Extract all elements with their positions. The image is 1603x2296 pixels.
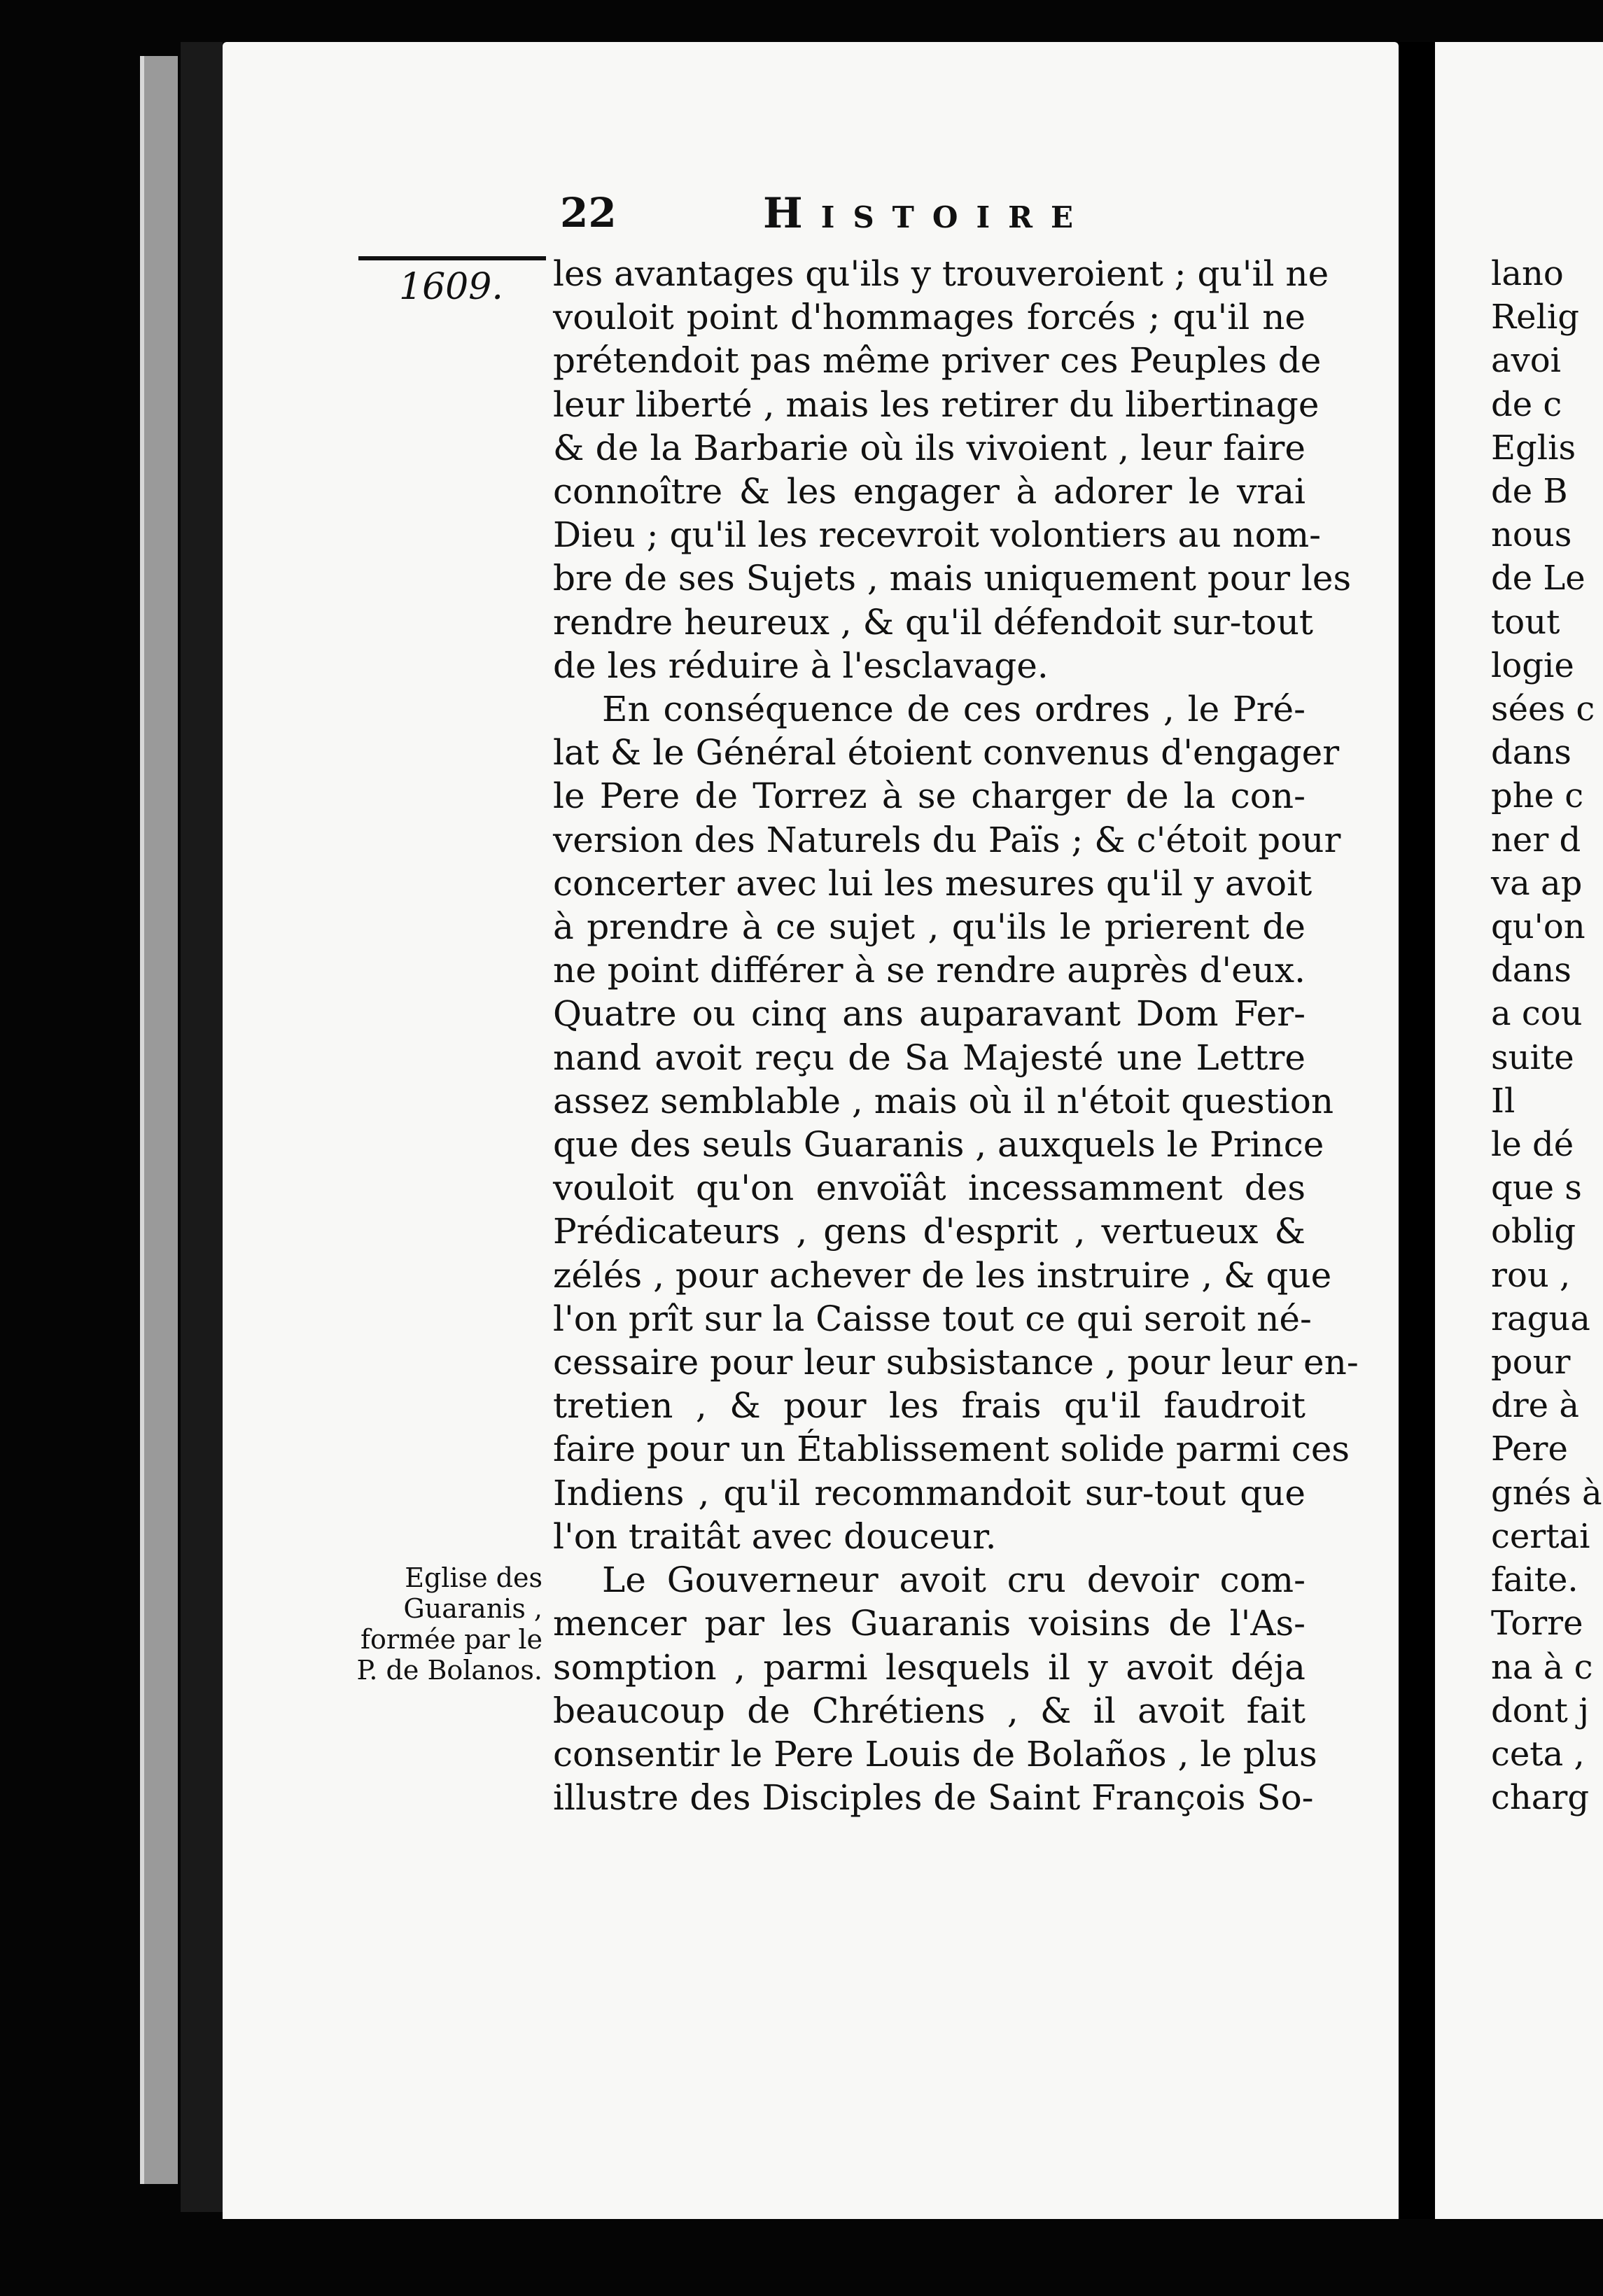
body-line: zélés , pour achever de les instruire , & que [553, 1254, 1332, 1296]
right-page-line: va ap [1491, 863, 1583, 903]
right-page-line: dont j [1491, 1690, 1589, 1730]
running-title: Histoire [763, 189, 1092, 238]
body-line: En conséquence de ces ordres , le Pré- [602, 689, 1306, 730]
right-page-line: faite. [1491, 1560, 1578, 1600]
marginal-note [343, 1562, 542, 1686]
right-page-line: suite [1491, 1037, 1574, 1077]
body-line: bre de ses Sujets , mais uniquement pour les [553, 558, 1352, 599]
right-page-line: tout [1491, 602, 1560, 642]
right-page-line: Pere [1491, 1429, 1568, 1469]
marginal-note-line: Eglise des [405, 1562, 542, 1593]
right-page-line: charg [1491, 1778, 1590, 1818]
right-page-line: phe c [1491, 776, 1584, 816]
right-page-line: ner d [1491, 820, 1581, 860]
book-gutter [1399, 42, 1435, 2219]
right-page-line: le dé [1491, 1125, 1574, 1165]
right-page-line: pour [1491, 1343, 1571, 1382]
body-line: cessaire pour leur subsistance , pour leur en- [553, 1342, 1359, 1383]
right-page-line: nous [1491, 515, 1572, 555]
body-line: les avantages qu'ils y trouveroient ; qu'il ne [553, 253, 1329, 294]
right-page-line: de B [1491, 472, 1568, 512]
right-page-line: dre à [1491, 1386, 1579, 1426]
body-line: illustre des Disciples de Saint François So- [553, 1777, 1314, 1819]
body-line: assez semblable , mais où il n'étoit question [553, 1080, 1334, 1121]
right-page-line: ragua [1491, 1298, 1590, 1338]
body-line: le Pere de Torrez à se charger de la con- [553, 776, 1306, 817]
body-line: mencer par les Guaranis voisins de l'As- [553, 1603, 1306, 1644]
right-page-line: de Le [1491, 559, 1586, 598]
right-page-line: na à c [1491, 1647, 1593, 1687]
body-line: concerter avec lui les mesures qu'il y avoit [553, 862, 1312, 904]
body-line: rendre heureux , & qu'il défendoit sur-tout [553, 601, 1314, 643]
right-page-line: gnés à [1491, 1473, 1602, 1513]
right-page-line: dans [1491, 733, 1572, 773]
right-page-line: qu'on [1491, 907, 1586, 947]
body-line: beaucoup de Chrétiens , & il avoit fait [553, 1690, 1306, 1731]
marginal-note-line: formée par le [360, 1624, 542, 1655]
body-line: version des Naturels du Païs ; & c'étoit pour [553, 819, 1341, 860]
right-page-line: Eglis [1491, 428, 1576, 468]
body-line: lat & le Général étoient convenus d'engager [553, 732, 1340, 774]
marginal-note-line: Guaranis , [403, 1593, 542, 1624]
body-line: faire pour un Établissement solide parmi ces [553, 1429, 1350, 1470]
body-line: Le Gouverneur avoit cru devoir com- [602, 1560, 1306, 1601]
body-line: nand avoit reçu de Sa Majesté une Lettre [553, 1037, 1306, 1078]
body-line: que des seuls Guaranis , auxquels le Prince [553, 1124, 1324, 1166]
body-line: Prédicateurs , gens d'esprit , vertueux & [553, 1211, 1306, 1252]
right-page-line: a cou [1491, 994, 1583, 1034]
right-page-line: avoi [1491, 341, 1561, 381]
right-page-line: dans [1491, 951, 1572, 990]
body-line: Quatre ou cinq ans auparavant Dom Fer- [553, 993, 1306, 1035]
body-line: vouloit qu'on envoïât incessamment des [553, 1168, 1306, 1209]
body-line: l'on prît sur la Caisse tout ce qui seroit né- [553, 1298, 1312, 1339]
page-number: 22 [560, 189, 617, 237]
right-page-line: Torre [1491, 1604, 1583, 1644]
right-page-line: Il [1491, 1081, 1516, 1121]
body-line: ne point différer à se rendre auprès d'eux. [553, 950, 1306, 991]
right-page-line: rou , [1491, 1255, 1571, 1295]
right-page-line: lano [1491, 254, 1564, 293]
body-line: leur liberté , mais les retirer du libertinage [553, 384, 1320, 425]
right-page-line: de c [1491, 384, 1562, 424]
body-text [553, 252, 1359, 1819]
right-page-line: sées c [1491, 690, 1595, 729]
marginal-note-line: P. de Bolanos. [356, 1655, 542, 1686]
body-line: Dieu ; qu'il les recevroit volontiers au nom- [553, 514, 1322, 556]
right-page-line: que s [1491, 1168, 1582, 1208]
body-line: tretien , & pour les frais qu'il faudroit [553, 1385, 1306, 1427]
body-line: vouloit point d'hommages forcés ; qu'il ne [553, 297, 1306, 338]
body-line: connoître & les engager à adorer le vrai [553, 471, 1306, 512]
body-line: prétendoit pas même priver ces Peuples de [553, 340, 1322, 382]
right-page-text [1491, 252, 1602, 1819]
binding-shadow [181, 42, 223, 2212]
margin-rule [358, 256, 546, 260]
right-page-line: oblig [1491, 1212, 1576, 1252]
page-header [560, 189, 1309, 245]
body-line: Indiens , qu'il recommandoit sur-tout que [553, 1472, 1306, 1513]
page-stack-edge [140, 56, 178, 2184]
margin-year: 1609. [399, 266, 503, 308]
body-line: à prendre à ce sujet , qu'ils le prierent de [553, 906, 1306, 948]
body-line: & de la Barbarie où ils vivoient , leur faire [553, 427, 1306, 468]
right-page-line: Relig [1491, 298, 1579, 337]
body-line: consentir le Pere Louis de Bolaños , le plus [553, 1733, 1317, 1774]
right-page-line: certai [1491, 1516, 1590, 1556]
body-line: somption , parmi lesquels il y avoit déja [553, 1646, 1306, 1688]
right-page-line: logie [1491, 645, 1574, 685]
right-page-line: ceta , [1491, 1734, 1585, 1774]
body-line: l'on traitât avec douceur. [553, 1516, 997, 1557]
body-line: de les réduire à l'esclavage. [553, 645, 1049, 686]
